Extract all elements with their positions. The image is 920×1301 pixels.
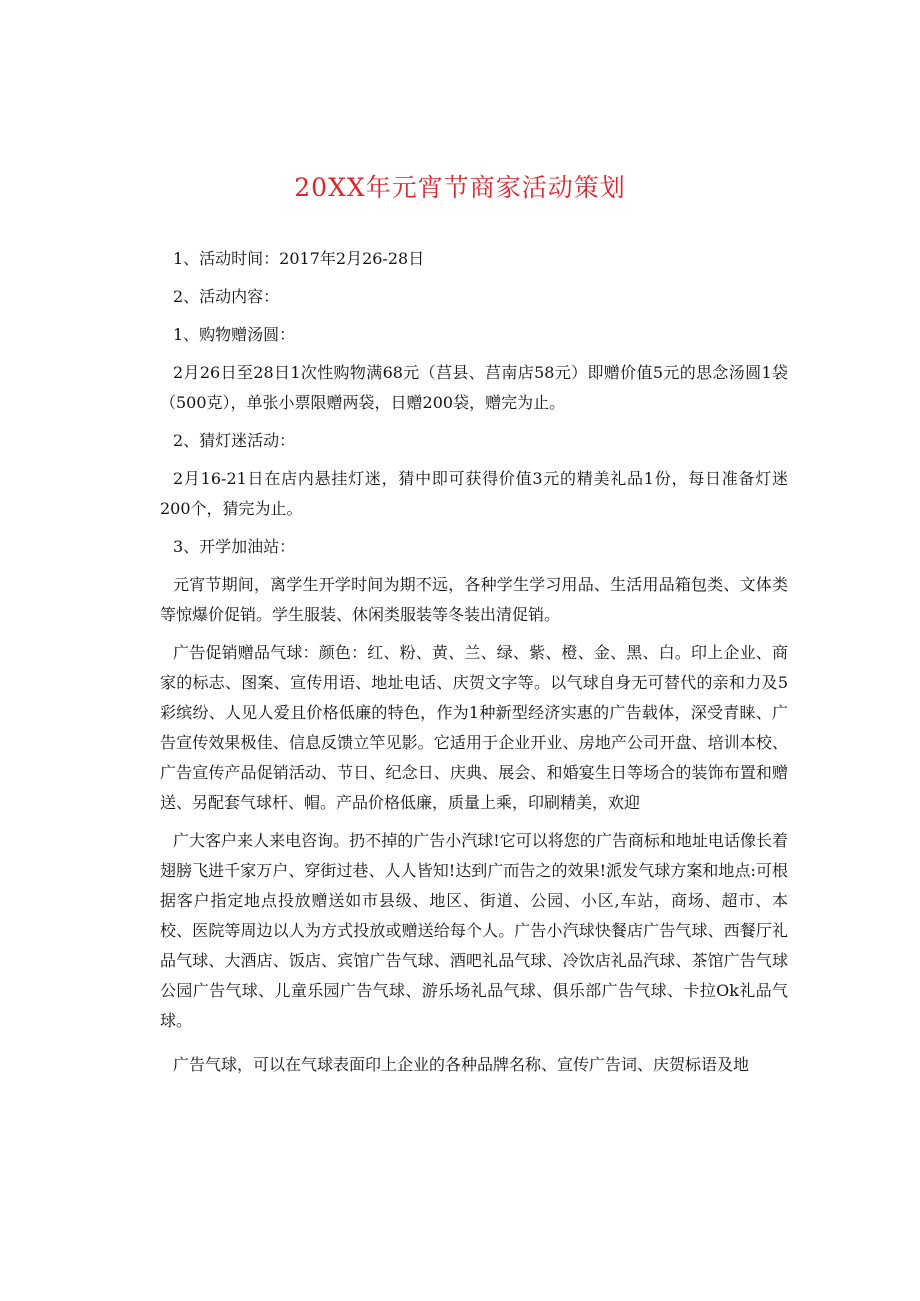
paragraph-body: 2月26日至28日1次性购物满68元（莒县、莒南店58元）即赠价值5元的思念汤圆1袋（500克），单张小票限赠两袋，日赠200袋，赠完为止。 bbox=[160, 363, 788, 412]
paragraph-section-heading: 2、猜灯迷活动： bbox=[173, 431, 296, 450]
paragraph-body: 广告促销赠品气球：颜色：红、粉、黄、兰、绿、紫、橙、金、黑、白。印上企业、商家的标志、图案、宣传用语、地址电话、庆贺文字等。以气球自身无可替代的亲和力及5彩缤纷、人见人爱且价格低廉的特色，作为1种新型经济实惠的广告载体，深受青睐、广告宣传效果极佳、信息反馈立竿见影。它适用于企业开业、房地产公司开盘、培训本校、广告宣传产品促销活动、节日、纪念日、庆典、展会、和婚宴生日等场合的装饰布置和赠送、另配套气球杆、帽。产品价格低廉，质量上乘，印刷精美，欢迎 bbox=[160, 643, 788, 812]
paragraph-section-heading: 1、购物赠汤圆： bbox=[173, 325, 296, 344]
document-body bbox=[160, 244, 788, 1080]
document-title: 20XX年元宵节商家活动策划 bbox=[294, 173, 626, 202]
paragraph-activity-content: 2、活动内容： bbox=[173, 287, 280, 306]
paragraph-body: 2月16-21日在店内悬挂灯迷，猜中即可获得价值3元的精美礼品1份，每日准备灯迷200个，猜完为止。 bbox=[160, 469, 788, 518]
paragraph-body: 广告气球，可以在气球表面印上企业的各种品牌名称、宣传广告词、庆贺标语及地 bbox=[173, 1055, 750, 1074]
paragraph-body: 广大客户来人来电咨询。扔不掉的广告小汽球!它可以将您的广告商标和地址电话像长着翅膀飞进千家万户、穿街过巷、人人皆知!达到广而告之的效果!派发气球方案和地点:可根据客户指定地点投放赠送如市县级、地区、街道、公园、小区,车站，商场、超市、本校、医院等周边以人为方式投放或赠送给每个人。广告小汽球快餐店广告气球、西餐厅礼品气球、大酒店、饭店、宾馆广告气球、酒吧礼品气球、冷饮店礼品汽球、茶馆广告气球公园广告气球、儿童乐园广告气球、游乐场礼品气球、俱乐部广告气球、卡拉Ok礼品气球。 bbox=[160, 831, 788, 1030]
paragraph-activity-time: 1、活动时间：2017年2月26-28日 bbox=[173, 249, 425, 268]
paragraph-section-heading: 3、开学加油站： bbox=[173, 537, 296, 556]
paragraph-body: 元宵节期间，离学生开学时间为期不远，各种学生学习用品、生活用品箱包类、文体类等惊爆价促销。学生服装、休闲类服装等冬装出清促销。 bbox=[160, 575, 788, 624]
